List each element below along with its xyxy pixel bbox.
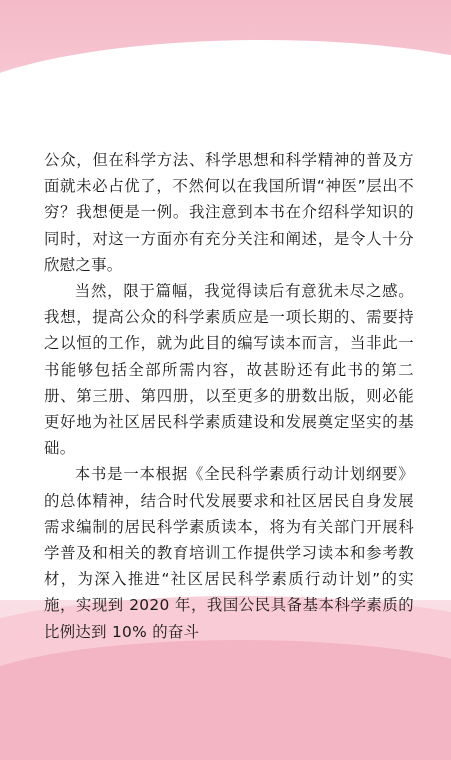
paragraph: 当然，限于篇幅，我觉得读后有意犹未尽之感。我想，提高公众的科学素质应是一项长期的、需要持之以恒的工作，就为此目的编写读本而言，当非此一书能够包括全部所需内容，故甚盼还有此书的第二册、第三册、第四册，以至更多的册数出版，则必能更好地为社区居民科学素质建设和发展奠定坚实的基础。 <box>44 282 414 458</box>
paragraph-continued: 公众，但在科学方法、科学思想和科学精神的普及方面就未必占优了，不然何以在我国所谓“神医”层出不穷？我想便是一例。我注意到本书在介绍科学知识的同时，对这一方面亦有充分关注和阐述，是令人十分欣慰之事。 <box>44 151 414 274</box>
paragraph: 本书是一本根据《全民科学素质行动计划纲要》的总体精神，结合时代发展要求和社区居民自身发展需求编制的居民科学素质读本，将为有关部门开展科学普及和相关的教育培训工作提供学习读本和参考教材，为深入推进“社区居民科学素质行动计划”的实施，实现到 2020 年，我国公民具备基本科学素质的比例达到 10% 的奋斗 <box>44 465 414 641</box>
bottom-pink-wave-dark <box>0 640 451 760</box>
document-body <box>44 147 414 645</box>
